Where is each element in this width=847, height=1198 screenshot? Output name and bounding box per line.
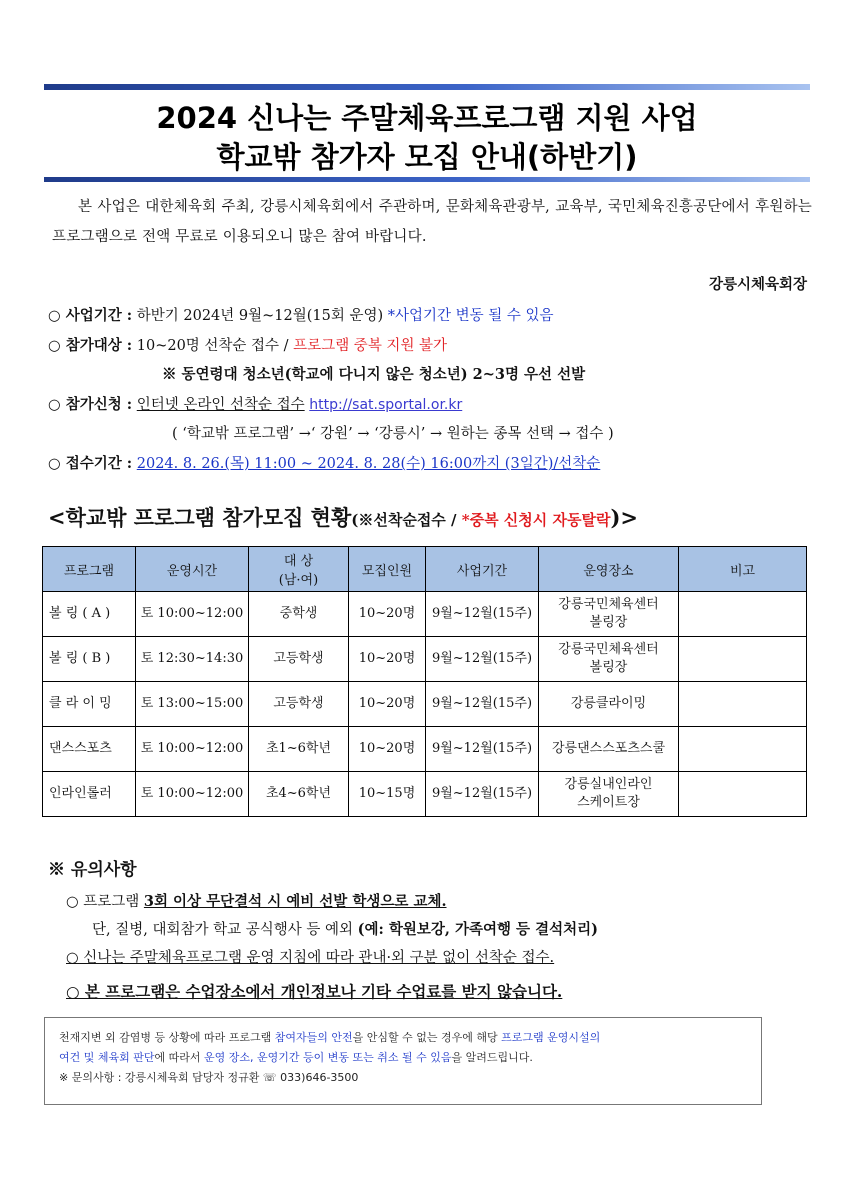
cell-note [679,772,807,817]
box-line-1: 천재지변 외 감염병 등 상황에 따라 프로그램 참여자들의 안전을 안심할 수 없는 경우에 해당 프로그램 운영시설의 [59,1031,601,1044]
period-note: *사업기간 변동 될 수 있음 [387,308,554,324]
cell-period: 9월~12월(15주) [426,727,539,772]
cell-target: 초4~6학년 [249,772,349,817]
table-header-row [43,547,807,592]
page-title-line1: 2024 신나는 주말체육프로그램 지원 사업 [156,101,698,135]
cell-note [679,682,807,727]
cell-program: 볼 링 ( A ) [43,592,136,637]
table-row [43,592,807,637]
cell-note [679,637,807,682]
notice-1-sub-bold: (예: 학원보강, 가족여행 등 결석처리) [357,921,599,938]
box-line-2: 여건 및 체육회 판단에 따라서 운영 장소, 운영기간 등이 변동 또는 취소 될 수 있음을 알려드립니다. [59,1051,533,1064]
page-title-line2: 학교밖 참가자 모집 안내(하반기) [216,140,638,174]
table-row [43,727,807,772]
notice-item-2: ○ 신나는 주말체육프로그램 운영 지침에 따라 관내·외 구분 없이 선착순 접수. [66,950,555,966]
cell-time: 토 12:30~14:30 [136,637,249,682]
period-label: ○ 사업기간 : [48,307,133,324]
receipt-label: ○ 접수기간 : [48,455,133,472]
cell-count: 10~15명 [349,772,426,817]
cell-program: 클 라 이 밍 [43,682,136,727]
cell-count: 10~20명 [349,727,426,772]
cell-time: 토 13:00~15:00 [136,682,249,727]
apply-path: ( ‘학교밖 프로그램’ →‘ 강원’ → ‘강릉시’ → 원하는 종목 선택 → 접수 ) [172,426,614,442]
header-bottom-bar [44,177,810,182]
table-row [43,772,807,817]
cell-target: 고등학생 [249,682,349,727]
section-title-text: <학교밖 프로그램 참가모집 현황 [48,505,352,530]
notice-item-1-sub [92,918,598,939]
header-top-bar [44,84,810,90]
cell-time: 토 10:00~12:00 [136,727,249,772]
cell-target: 초1~6학년 [249,727,349,772]
target-label: ○ 참가대상 : [48,337,133,354]
cell-program: 댄스스포츠 [43,727,136,772]
col-time: 운영시간 [136,547,249,592]
intro-paragraph: 본 사업은 대한체육회 주최, 강릉시체육회에서 주관하며, 문화체육관광부, 교육부, 국민체육진흥공단에서 후원하는 프로그램으로 전액 무료로 이용되오니 많은 참여 바랍니다. [52,199,812,245]
signature: 강릉시체육회장 [708,276,807,293]
section-note-red: *중복 신청시 자동탈락 [461,511,611,529]
cell-period: 9월~12월(15주) [426,592,539,637]
cell-program: 볼 링 ( B ) [43,637,136,682]
col-note: 비고 [679,547,807,592]
program-table [42,546,807,817]
cell-time: 토 10:00~12:00 [136,772,249,817]
section-note: (※선착순접수 / [351,511,462,529]
col-target: 대 상 (남·여) [249,547,349,592]
col-program: 프로그램 [43,547,136,592]
notice-1-sub-text: 단, 질병, 대회참가 학교 공식행사 등 예외 [92,922,353,938]
cell-period: 9월~12월(15주) [426,682,539,727]
notice-1-prefix: ○ 프로그램 [66,894,140,910]
notice-item-3: ○ 본 프로그램은 수업장소에서 개인정보나 기타 수업료를 받지 않습니다. [66,982,563,1001]
section-title-close: )> [610,505,638,530]
col-place: 운영장소 [539,547,679,592]
col-period: 사업기간 [426,547,539,592]
section-title [48,502,638,532]
apply-value: 인터넷 온라인 선착순 접수 [136,397,305,413]
notice-item-1 [66,890,447,911]
cell-target: 중학생 [249,592,349,637]
cell-period: 9월~12월(15주) [426,637,539,682]
cell-place: 강릉댄스스포츠스쿨 [539,727,679,772]
cell-note [679,727,807,772]
target-note: 프로그램 중복 지원 불가 [293,338,448,354]
notice-heading: ※ 유의사항 [48,860,137,880]
receipt-value: 2024. 8. 26.(목) 11:00 ~ 2024. 8. 28(수) 16:00까지 (3일간)/선착순 [136,456,601,472]
box-contact: ※ 문의사항 : 강릉시체육회 담당자 정규환 ☏ 033)646-3500 [59,1071,359,1084]
info-receipt [48,452,600,473]
apply-link[interactable]: http://sat.sportal.or.kr [309,397,463,413]
target-sub-note: ※ 동연령대 청소년(학교에 다니지 않은 청소년) 2~3명 우선 선발 [162,366,586,383]
cell-place: 강릉클라이밍 [539,682,679,727]
info-target [48,334,447,355]
info-period [48,304,554,325]
cell-target: 고등학생 [249,637,349,682]
cell-count: 10~20명 [349,637,426,682]
cell-place: 강릉국민체육센터 볼링장 [539,637,679,682]
cell-program: 인라인롤러 [43,772,136,817]
cell-place: 강릉국민체육센터 볼링장 [539,592,679,637]
notice-1-bold: 3회 이상 무단결석 시 예비 선발 학생으로 교체. [143,893,447,910]
cell-count: 10~20명 [349,682,426,727]
cell-place: 강릉실내인라인 스케이트장 [539,772,679,817]
apply-label: ○ 참가신청 : [48,396,133,413]
info-apply [48,393,462,414]
col-count: 모집인원 [349,547,426,592]
target-value: 10~20명 선착순 접수 / [136,338,289,354]
period-value: 하반기 2024년 9월~12월(15회 운영) [136,308,384,324]
cell-time: 토 10:00~12:00 [136,592,249,637]
cell-note [679,592,807,637]
table-row [43,682,807,727]
cell-count: 10~20명 [349,592,426,637]
cell-period: 9월~12월(15주) [426,772,539,817]
table-row [43,637,807,682]
info-box [44,1017,762,1105]
